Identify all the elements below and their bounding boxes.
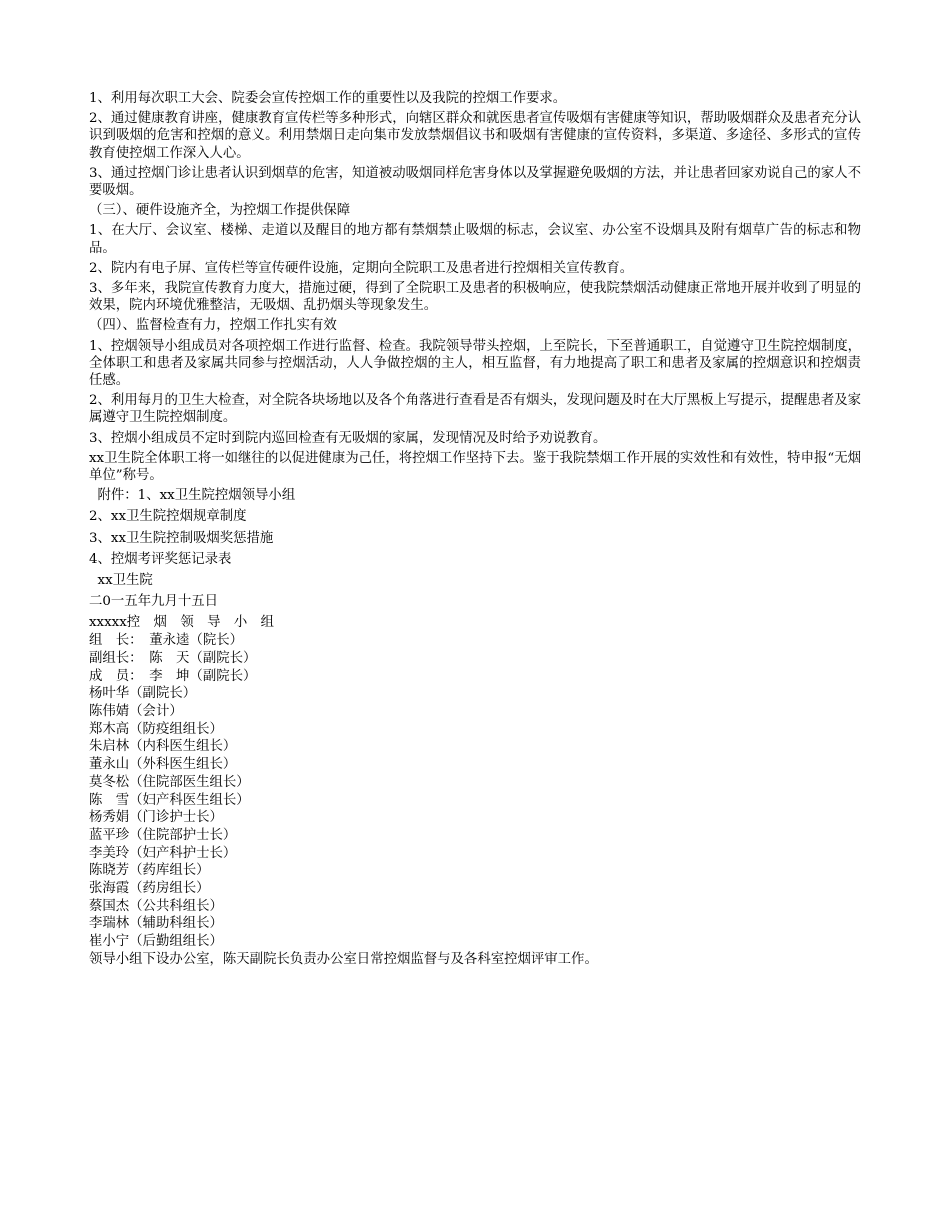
group-member: 杨秀娟（门诊护士长） (89, 810, 223, 826)
attachment-item: 附件：1、xx卫生院控烟领导小组 (89, 488, 296, 504)
paragraph-results: 3、多年来，我院宣传教育力度大，措施过硬，得到了全院职工及患者的积极响应，使我院禁烟活动健康正常地开展并收到了明显的效果，院内环境优雅整洁，无吸烟、乱扔烟头等现象发生。 (89, 281, 861, 314)
group-member: 杨叶华（副院长） (89, 686, 197, 702)
group-leader: 副组长： 陈 天（副院长） (89, 650, 257, 666)
group-member: 董永山（外科医生组长） (89, 757, 237, 773)
attachment-item: 2、xx卫生院控烟规章制度 (89, 509, 247, 525)
signature-org: xx卫生院 (89, 573, 153, 589)
group-member: 莫冬松（住院部医生组长） (89, 774, 250, 790)
paragraph-health-education: 2、通过健康教育讲座，健康教育宣传栏等多种形式，向辖区群众和就医患者宣传吸烟有害健康等知识，帮助吸烟群众及患者充分认识到吸烟的危害和控烟的意义。利用禁烟日走向集市发放禁烟倡议书和吸烟有害健康的宣传资料，多渠道、多途径、多形式的宣传教育使控烟工作深入人心。 (89, 111, 861, 161)
group-list (89, 614, 861, 968)
group-title: xxxxx控 烟 领 导 小 组 (89, 615, 275, 631)
group-member: 朱启林（内科医生组长） (89, 739, 237, 755)
group-office-note: 领导小组下设办公室，陈天副院长负责办公室日常控烟监督与及各科室控烟评审工作。 (89, 951, 598, 967)
paragraph-patrol-inspection: 3、控烟小组成员不定时到院内巡回检查有无吸烟的家属，发现情况及时给予劝说教育。 (89, 430, 607, 446)
paragraph-smoking-clinic: 3、通过控烟门诊让患者认识到烟草的危害，知道被动吸烟同样危害身体以及掌握避免吸烟的方法，并让患者回家劝说自己的家人不要吸烟。 (89, 165, 861, 199)
paragraph-publicity-hardware: 2、院内有电子屏、宣传栏等宣传硬件设施，定期向全院职工及患者进行控烟相关宣传教育。 (89, 260, 634, 276)
group-member: 陈伟婧（会计） (89, 704, 183, 719)
document-body (89, 90, 861, 969)
paragraph-conclusion: xx卫生院全体职工将一如继往的以促进健康为己任，将控烟工作坚持下去。鉴于我院禁烟工作开展的实效性和有效性，特申报“无烟单位”称号。 (89, 450, 861, 484)
group-member: 蓝平珍（住院部护士长） (89, 827, 237, 843)
paragraph-publicity-meetings: 1、利用每次职工大会、院委会宣传控烟工作的重要性以及我院的控烟工作要求。 (89, 91, 567, 106)
group-member: 蔡国杰（公共科组长） (89, 898, 223, 914)
group-member: 陈晓芳（药库组长） (89, 863, 210, 879)
section-heading-facilities: （三）、硬件设施齐全，为控烟工作提供保障 (89, 203, 351, 219)
paragraph-monthly-inspection: 2、利用每月的卫生大检查，对全院各块场地以及各个角落进行查看是否有烟头，发现问题及时在大厅黑板上写提示，提醒患者及家属遵守卫生院控烟制度。 (89, 393, 861, 426)
group-leader: 成 员： 李 坤（副院长） (89, 668, 257, 684)
group-member: 郑木高（防疫组组长） (89, 721, 223, 737)
group-member: 李美玲（妇产科护士长） (89, 845, 237, 861)
attachment-item: 4、控烟考评奖惩记录表 (89, 551, 232, 567)
paragraph-leadership-supervision: 1、控烟领导小组成员对各项控烟工作进行监督、检查。我院领导带头控烟，上至院长，下至普通职工，自觉遵守卫生院控烟制度，全体职工和患者及家属共同参与控烟活动，人人争做控烟的主人，相互监督，有力地提高了职工和患者及家属的控烟意识和控烟责任感。 (89, 338, 861, 389)
section-heading-supervision: （四）、监督检查有力，控烟工作扎实有效 (89, 318, 337, 334)
signature-date: 二0一五年九月十五日 (89, 594, 219, 610)
group-member: 崔小宁（后勤组组长） (89, 934, 223, 950)
group-member: 陈 雪（妇产科医生组长） (89, 792, 250, 808)
group-member: 张海霞（药房组长） (89, 881, 210, 897)
group-leader: 组 长： 董永逵（院长） (89, 633, 243, 649)
paragraph-no-smoking-signs: 1、在大厅、会议室、楼梯、走道以及醒目的地方都有禁烟禁止吸烟的标志，会议室、办公室不设烟具及附有烟草广告的标志和物品。 (89, 223, 861, 256)
attachment-item: 3、xx卫生院控制吸烟奖惩措施 (89, 530, 274, 546)
group-member: 李瑞林（辅助科组长） (89, 916, 223, 932)
